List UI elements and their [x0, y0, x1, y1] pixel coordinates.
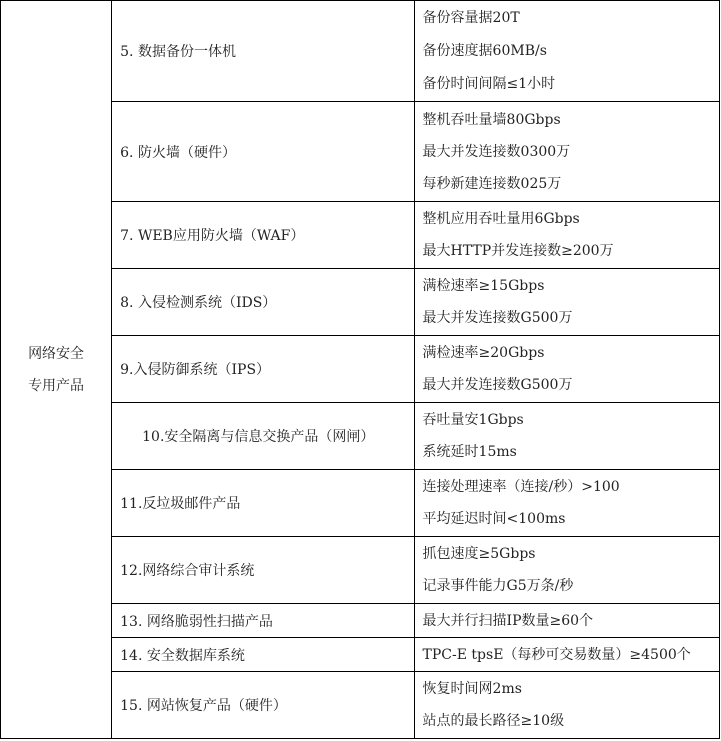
product-name: 6. 防火墙（硬件）: [112, 102, 414, 202]
spec-line: 每秒新建连接数025万: [422, 175, 562, 192]
spec-line: 最大并行扫描IP数量≥60个: [422, 612, 594, 629]
spec-cell: [414, 202, 719, 269]
spec-line: 抓包速度≥5Gbps: [422, 546, 536, 562]
category-line-2: 专用产品: [28, 377, 85, 394]
spec-line: TPC-E tpsE（每秒可交易数量）≥4500个: [422, 646, 691, 663]
category-cell: [1, 1, 112, 739]
spec-line: 备份时间间隔≤1小时: [422, 75, 556, 92]
spec-cell: [414, 336, 719, 403]
spec-line: 系统延时15ms: [422, 444, 517, 460]
product-name: 13. 网络脆弱性扫描产品: [112, 604, 414, 638]
spec-cell: [414, 537, 719, 604]
spec-line: 平均延迟时间<100ms: [422, 511, 566, 527]
spec-cell: [414, 403, 719, 470]
spec-line: 记录事件能力G5万条/秒: [422, 578, 574, 594]
spec-cell: [414, 1, 719, 102]
spec-cell: [414, 638, 719, 672]
product-name: 8. 入侵检测系统（IDS）: [112, 269, 414, 336]
spec-line: 最大HTTP并发连接数≥200万: [422, 243, 614, 259]
product-name: 7. WEB应用防火墙（WAF）: [112, 202, 414, 269]
spec-line: 恢复时间网2ms: [422, 681, 522, 697]
spec-line: 最大并发连接数0300万: [422, 143, 571, 160]
spec-line: 满检速率≥20Gbps: [422, 345, 545, 361]
spec-line: 吞吐量安1Gbps: [422, 412, 524, 428]
spec-line: 最大并发连接数G500万: [422, 310, 573, 326]
spec-line: 备份容量据20T: [422, 9, 520, 26]
product-name: 10.安全隔离与信息交换产品（网闸）: [112, 403, 414, 470]
product-name: 12.网络综合审计系统: [112, 537, 414, 604]
product-name: 14. 安全数据库系统: [112, 638, 414, 672]
spec-cell: [414, 672, 719, 739]
spec-line: 连接处理速率（连接/秒）>100: [422, 479, 620, 495]
spec-line: 站点的最长路径≥10级: [422, 713, 565, 729]
spec-line: 满检速率≥15Gbps: [422, 278, 545, 294]
spec-line: 整机应用吞吐量用6Gbps: [422, 211, 580, 227]
category-line-1: 网络安全: [28, 345, 85, 362]
product-name: 11.反垃圾邮件产品: [112, 470, 414, 537]
spec-cell: [414, 269, 719, 336]
spec-cell: [414, 604, 719, 638]
spec-line: 备份速度据60MB/s: [422, 42, 547, 59]
spec-line: 最大并发连接数G500万: [422, 377, 573, 393]
spec-cell: [414, 102, 719, 202]
spec-cell: [414, 470, 719, 537]
spec-line: 整机吞吐量墙80Gbps: [422, 111, 561, 128]
product-name: 5. 数据备份一体机: [112, 1, 414, 102]
product-name: 9.入侵防御系统（IPS）: [112, 336, 414, 403]
product-name: 15. 网站恢复产品（硬件）: [112, 672, 414, 739]
table-row: [1, 1, 720, 102]
